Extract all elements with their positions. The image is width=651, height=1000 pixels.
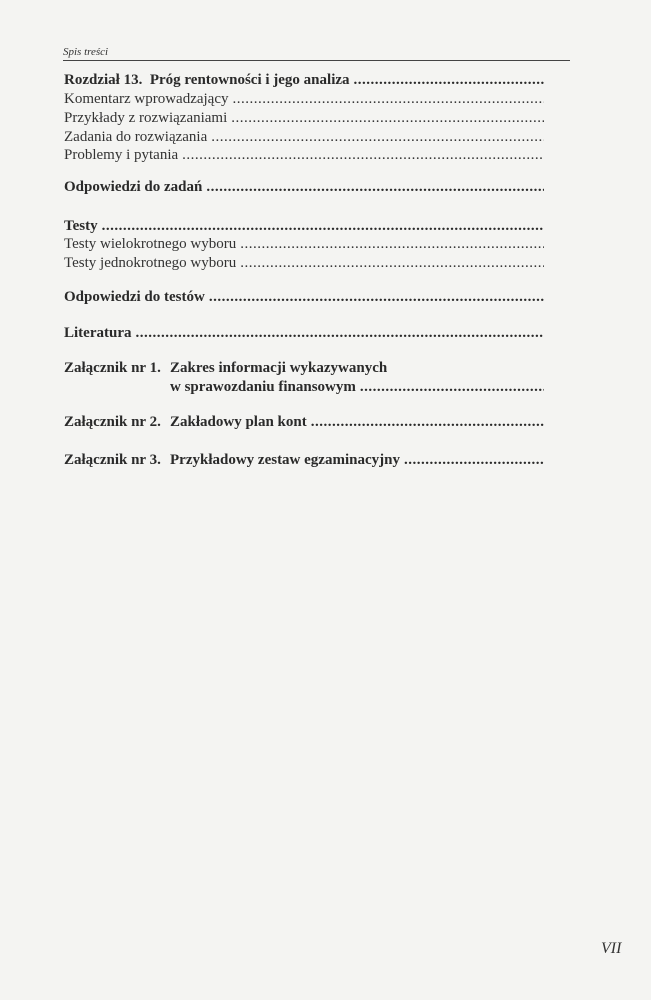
appendix-number: Załącznik nr 2. <box>64 414 161 430</box>
dot-leader <box>231 109 544 127</box>
toc-entry-label: Rozdział 13. Próg rentowności i jego analiza <box>64 72 350 88</box>
dot-leader <box>135 324 544 342</box>
appendix-number: Załącznik nr 1. <box>64 360 161 376</box>
dot-leader <box>102 217 544 235</box>
toc-entry-appendix-2[interactable] <box>64 413 544 431</box>
toc-entry-answers[interactable] <box>64 178 544 196</box>
toc-entry[interactable] <box>64 109 544 127</box>
dot-leader <box>404 451 544 469</box>
appendix-number: Załącznik nr 3. <box>64 452 161 468</box>
toc-entry-label: Testy jednokrotnego wyboru <box>64 255 237 271</box>
toc-entry-label: Testy wielokrotnego wyboru <box>64 236 237 252</box>
toc-entry-label: Odpowiedzi do zadań <box>64 179 203 195</box>
dot-leader <box>240 235 544 253</box>
toc-entry-label: Testy <box>64 218 98 234</box>
toc-entry-label: Odpowiedzi do testów <box>64 289 205 305</box>
toc-entry-appendix-1-cont[interactable] <box>170 378 544 396</box>
appendix-title: w sprawozdaniu finansowym <box>170 379 356 395</box>
appendix-title: Zakładowy plan kont <box>170 414 307 430</box>
toc-entry-test-answers[interactable] <box>64 288 544 306</box>
dot-leader <box>211 128 544 146</box>
dot-leader <box>182 146 544 164</box>
toc-entry-label: Zadania do rozwiązania <box>64 129 208 145</box>
toc-entry-label: Przykłady z rozwiązaniami <box>64 110 228 126</box>
toc-entry-tests[interactable] <box>64 217 544 235</box>
toc-entry[interactable] <box>64 90 544 108</box>
toc-entry-appendix-3[interactable] <box>64 451 544 469</box>
running-header: Spis treści <box>63 46 109 58</box>
dot-leader <box>240 254 544 272</box>
toc-entry[interactable] <box>64 128 544 146</box>
header-rule <box>63 60 570 61</box>
toc-entry-label: Komentarz wprowadzający <box>64 91 229 107</box>
appendix-title: Przykładowy zestaw egzaminacyjny <box>170 452 400 468</box>
dot-leader <box>354 71 544 89</box>
dot-leader <box>360 378 544 396</box>
dot-leader <box>311 413 544 431</box>
page-number: VII <box>601 940 622 957</box>
toc-entry-label: Problemy i pytania <box>64 147 179 163</box>
toc-entry[interactable] <box>64 146 544 164</box>
toc-entry[interactable] <box>64 235 544 253</box>
toc-entry-literature[interactable] <box>64 324 544 342</box>
dot-leader <box>233 90 544 108</box>
toc-entry-appendix-1[interactable] <box>64 359 544 377</box>
toc-entry-chapter-13[interactable] <box>64 71 544 89</box>
appendix-title: Zakres informacji wykazywanych <box>170 360 388 376</box>
dot-leader <box>209 288 544 306</box>
dot-leader <box>206 178 544 196</box>
toc-entry-label: Literatura <box>64 325 132 341</box>
toc-entry[interactable] <box>64 254 544 272</box>
